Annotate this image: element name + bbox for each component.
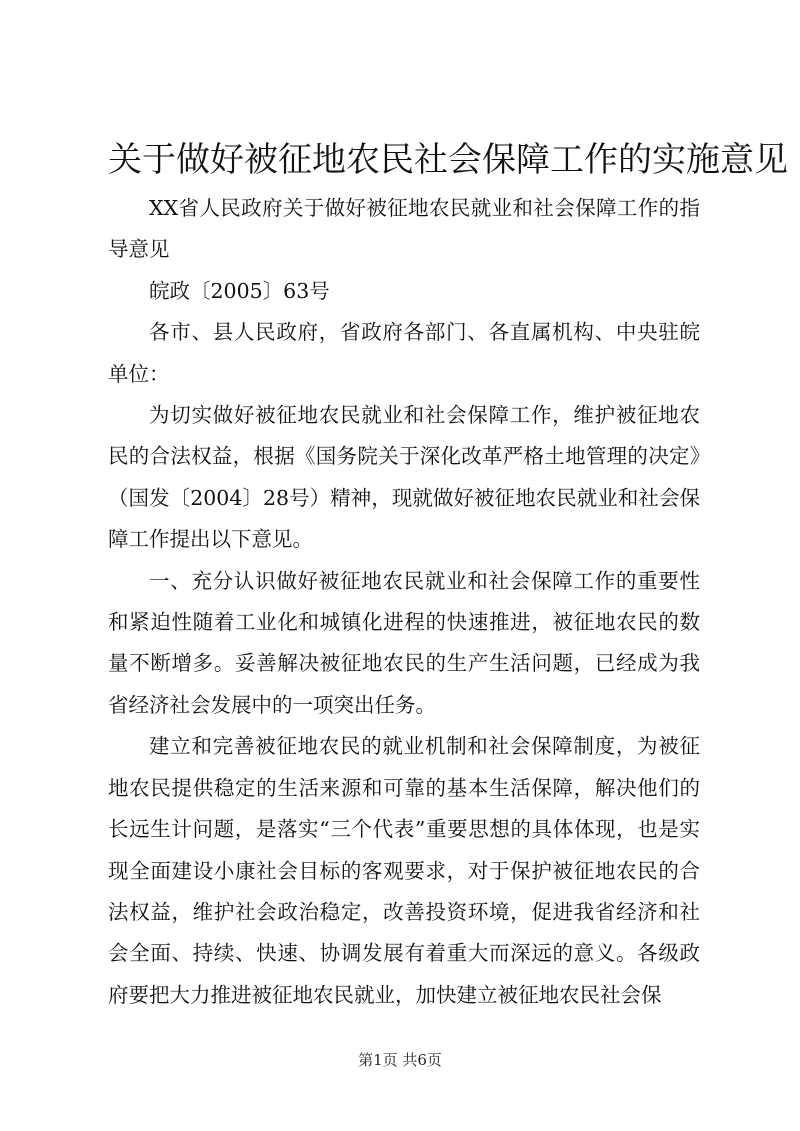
page-footer: 第1页 共6页 <box>358 1051 442 1069</box>
paragraph-recipients: 各市、县人民政府，省政府各部门、各直属机构、中央驻皖单位： <box>108 320 700 386</box>
document-title: 关于做好被征地农民社会保障工作的实施意见 <box>108 140 788 180</box>
paragraph-document-number: 皖政〔2005〕63号 <box>149 278 330 303</box>
paragraph-significance: 建立和完善被征地农民的就业机制和社会保障制度，为被征地农民提供稳定的生活来源和可靠的基本生活保障，解决他们的长远生计问题，是落实“三个代表”重要思想的具体体现，也是实现全面建设小康社会目标的客观要求，对于保护被征地农民的合法权益，维护社会政治稳定，改善投资环境，促进我省经济和社会全面、持续、快速、协调发展有着重大而深远的意义。各级政府要把大力推进被征地农民就业，加快建立被征地农民社会保 <box>108 734 700 1007</box>
paragraph-heading-subtitle: XX省人民政府关于做好被征地农民就业和社会保障工作的指导意见 <box>108 196 700 262</box>
paragraph-intro: 为切实做好被征地农民就业和社会保障工作，维护被征地农民的合法权益，根据《国务院关于深化改革严格土地管理的决定》（国发〔2004〕28号）精神，现就做好被征地农民就业和社会保障工作提出以下意见。 <box>108 403 700 552</box>
paragraph-section-one: 一、充分认识做好被征地农民就业和社会保障工作的重要性和紧迫性随着工业化和城镇化进程的快速推进，被征地农民的数量不断增多。妥善解决被征地农民的生产生活问题，已经成为我省经济社会发展中的一项突出任务。 <box>108 568 700 717</box>
document-body <box>108 188 700 1016</box>
